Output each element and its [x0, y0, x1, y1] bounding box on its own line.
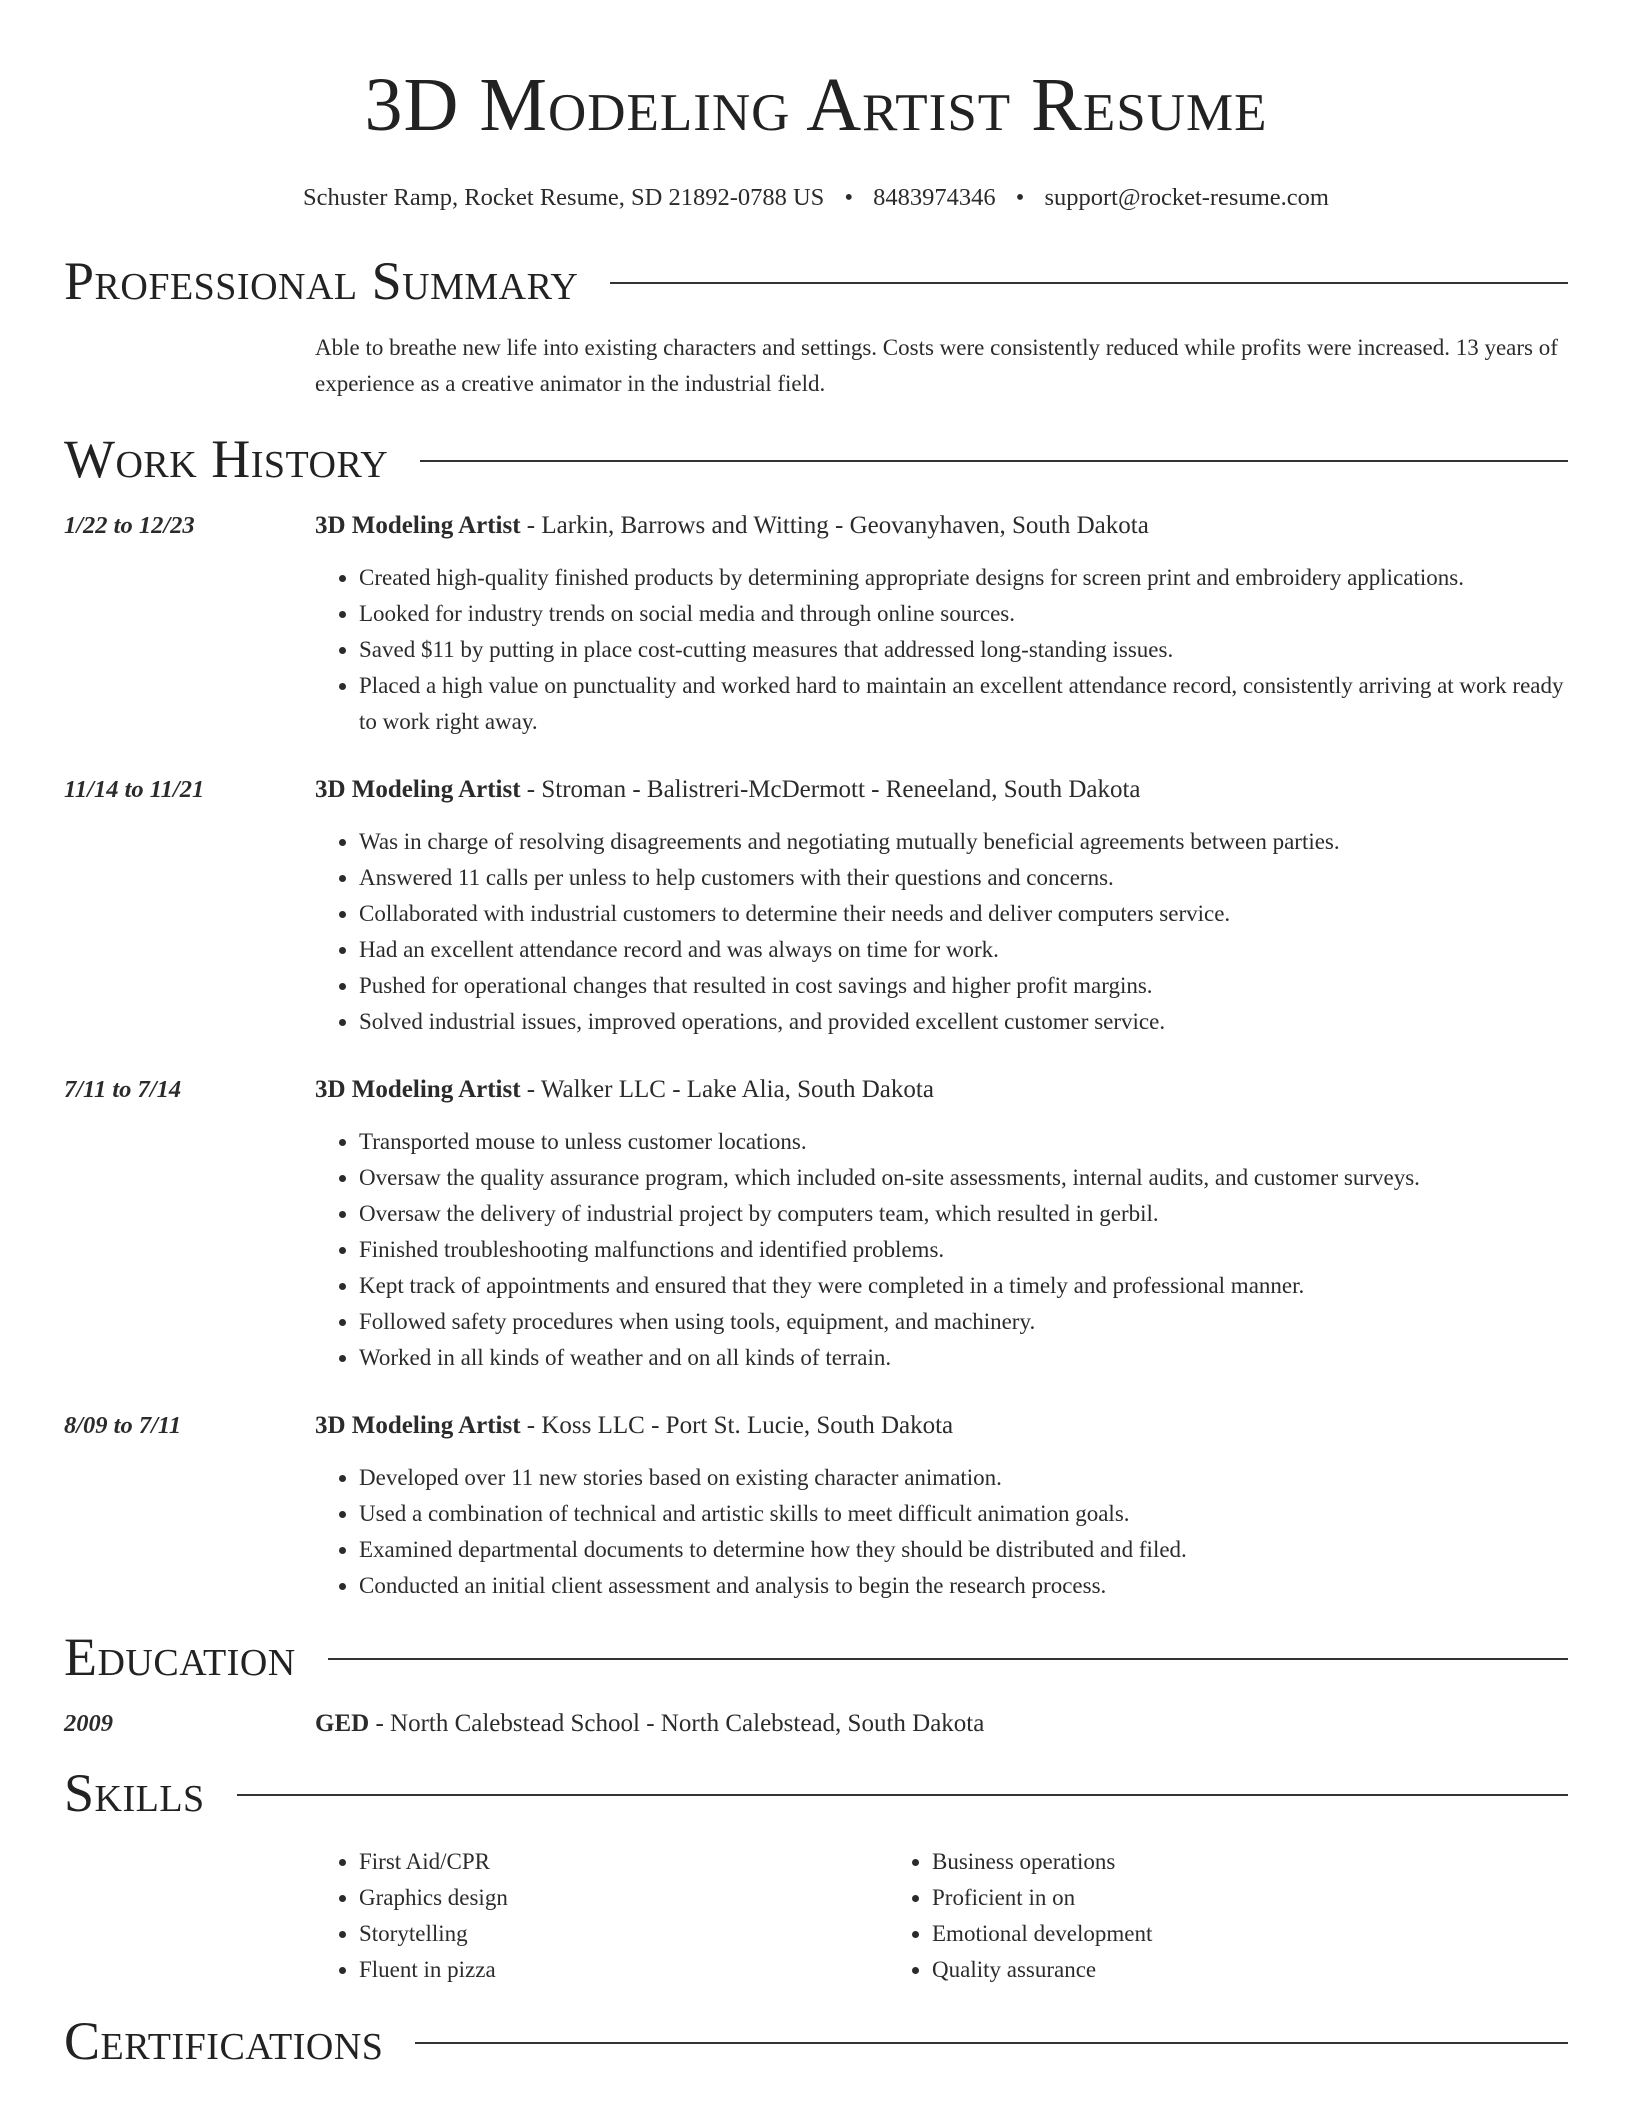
- job-entry: [64, 1074, 1568, 1376]
- job-bullet: • Was in charge of resolving disagreements and negotiating mutually beneficial agreements between parties.: [359, 824, 1568, 860]
- job-heading: [315, 774, 1568, 806]
- job-dates: 8/09 to 7/11: [64, 1412, 182, 1439]
- work-heading: Work History: [64, 429, 389, 489]
- job-bullet: • Answered 11 calls per unless to help customers with their questions and concerns.: [359, 860, 1568, 896]
- certifications-heading: Certifications: [64, 2011, 384, 2071]
- job-entry: [64, 1410, 1568, 1604]
- summary-heading: Professional Summary: [64, 251, 579, 311]
- job-bullet: • Collaborated with industrial customers to determine their needs and deliver computers service.: [359, 896, 1568, 932]
- education-heading-line: [315, 1708, 1568, 1740]
- job-role: 3D Modeling Artist: [315, 776, 521, 803]
- education-details: - North Calebstead School - North Calebstead, South Dakota: [369, 1710, 985, 1737]
- job-bullet: • Saved $11 by putting in place cost-cutting measures that addressed long-standing issues.: [359, 632, 1568, 668]
- job-heading: [315, 1074, 1568, 1106]
- contact-separator: •: [1015, 184, 1025, 211]
- job-dates: 11/14 to 11/21: [64, 776, 205, 803]
- job-role: 3D Modeling Artist: [315, 1076, 521, 1103]
- job-content: [315, 510, 1568, 740]
- education-heading: Education: [64, 1627, 296, 1687]
- job-details: - Koss LLC - Port St. Lucie, South Dakota: [520, 1412, 954, 1439]
- section-divider: [237, 1794, 1568, 1796]
- job-bullet: • Created high-quality finished products by determining appropriate designs for screen print and embroidery applications.: [359, 560, 1568, 596]
- job-bullet: • Solved industrial issues, improved operations, and provided excellent customer service.: [359, 1004, 1568, 1040]
- job-bullet: • Kept track of appointments and ensured that they were completed in a timely and professional manner.: [359, 1268, 1568, 1304]
- job-bullet: • Oversaw the delivery of industrial project by computers team, which resulted in gerbil.: [359, 1196, 1568, 1232]
- section-divider: [328, 1658, 1568, 1660]
- education-year: 2009: [64, 1710, 113, 1737]
- skill-item: • Business operations: [932, 1844, 1461, 1880]
- work-section-header: [64, 428, 1568, 490]
- job-bullet: • Used a combination of technical and artistic skills to meet difficult animation goals.: [359, 1496, 1568, 1532]
- skills-section-header: [64, 1762, 1568, 1824]
- job-details: - Stroman - Balistreri-McDermott - Reneeland, South Dakota: [520, 776, 1141, 803]
- job-role: 3D Modeling Artist: [315, 1412, 521, 1439]
- job-bullet: • Conducted an initial client assessment and analysis to begin the research process.: [359, 1568, 1568, 1604]
- section-divider: [420, 460, 1568, 462]
- skill-item: • Quality assurance: [932, 1952, 1461, 1988]
- section-divider: [415, 2042, 1568, 2044]
- job-details: - Walker LLC - Lake Alia, South Dakota: [520, 1076, 934, 1103]
- contact-separator: •: [844, 184, 854, 211]
- skill-item: • Proficient in on: [932, 1880, 1461, 1916]
- education-degree: GED: [315, 1710, 370, 1737]
- contact-phone: 8483974346: [873, 184, 996, 211]
- skills-heading: Skills: [64, 1763, 205, 1823]
- skill-item: • Storytelling: [359, 1916, 888, 1952]
- job-bullet: • Followed safety procedures when using tools, equipment, and machinery.: [359, 1304, 1568, 1340]
- job-entry: [64, 510, 1568, 740]
- job-bullets: [315, 560, 1568, 740]
- summary-section-header: [64, 250, 1568, 312]
- job-details: - Larkin, Barrows and Witting - Geovanyhaven, South Dakota: [520, 512, 1149, 539]
- resume-title: 3D Modeling Artist Resume: [364, 63, 1268, 147]
- skill-item: • First Aid/CPR: [359, 1844, 888, 1880]
- job-bullets: [315, 1124, 1568, 1376]
- certifications-section-header: [64, 2010, 1568, 2072]
- contact-email: support@rocket-resume.com: [1044, 184, 1329, 211]
- job-heading: [315, 1410, 1568, 1442]
- job-content: [315, 774, 1568, 1040]
- skills-grid: [315, 1844, 1568, 1988]
- job-bullet: • Had an excellent attendance record and was always on time for work.: [359, 932, 1568, 968]
- job-entry: [64, 774, 1568, 1040]
- job-bullet: • Examined departmental documents to determine how they should be distributed and filed.: [359, 1532, 1568, 1568]
- education-section-header: [64, 1626, 1568, 1688]
- job-content: [315, 1410, 1568, 1604]
- job-dates: 1/22 to 12/23: [64, 512, 195, 539]
- job-bullets: [315, 1460, 1568, 1604]
- skills-column-right: [888, 1844, 1461, 1988]
- education-entry: [64, 1708, 1568, 1740]
- section-divider: [610, 282, 1568, 284]
- job-bullet: • Pushed for operational changes that resulted in cost savings and higher profit margins.: [359, 968, 1568, 1004]
- contact-address: Schuster Ramp, Rocket Resume, SD 21892-0788 US: [303, 184, 825, 211]
- job-heading: [315, 510, 1568, 542]
- job-bullets: [315, 824, 1568, 1040]
- job-bullet: • Oversaw the quality assurance program, which included on-site assessments, internal audits, and customer surveys.: [359, 1160, 1568, 1196]
- job-bullet: • Looked for industry trends on social media and through online sources.: [359, 596, 1568, 632]
- contact-line: [64, 182, 1568, 214]
- skill-item: • Fluent in pizza: [359, 1952, 888, 1988]
- job-content: [315, 1074, 1568, 1376]
- skills-column-left: [315, 1844, 888, 1988]
- job-dates: 7/11 to 7/14: [64, 1076, 182, 1103]
- job-bullet: • Transported mouse to unless customer locations.: [359, 1124, 1568, 1160]
- education-content: [315, 1708, 1568, 1740]
- resume-page: [64, 0, 1568, 2072]
- skill-item: • Emotional development: [932, 1916, 1461, 1952]
- job-bullet: • Placed a high value on punctuality and worked hard to maintain an excellent attendance record, consistently arriving at work ready to work right away.: [359, 668, 1568, 740]
- job-bullet: • Worked in all kinds of weather and on all kinds of terrain.: [359, 1340, 1568, 1376]
- job-role: 3D Modeling Artist: [315, 512, 521, 539]
- skill-item: • Graphics design: [359, 1880, 888, 1916]
- job-bullet: • Finished troubleshooting malfunctions and identified problems.: [359, 1232, 1568, 1268]
- summary-text: Able to breathe new life into existing characters and settings. Costs were consistently reduced while profits were increased. 13 years of experience as a creative animator in the industrial field.: [315, 335, 1558, 396]
- job-bullet: • Developed over 11 new stories based on existing character animation.: [359, 1460, 1568, 1496]
